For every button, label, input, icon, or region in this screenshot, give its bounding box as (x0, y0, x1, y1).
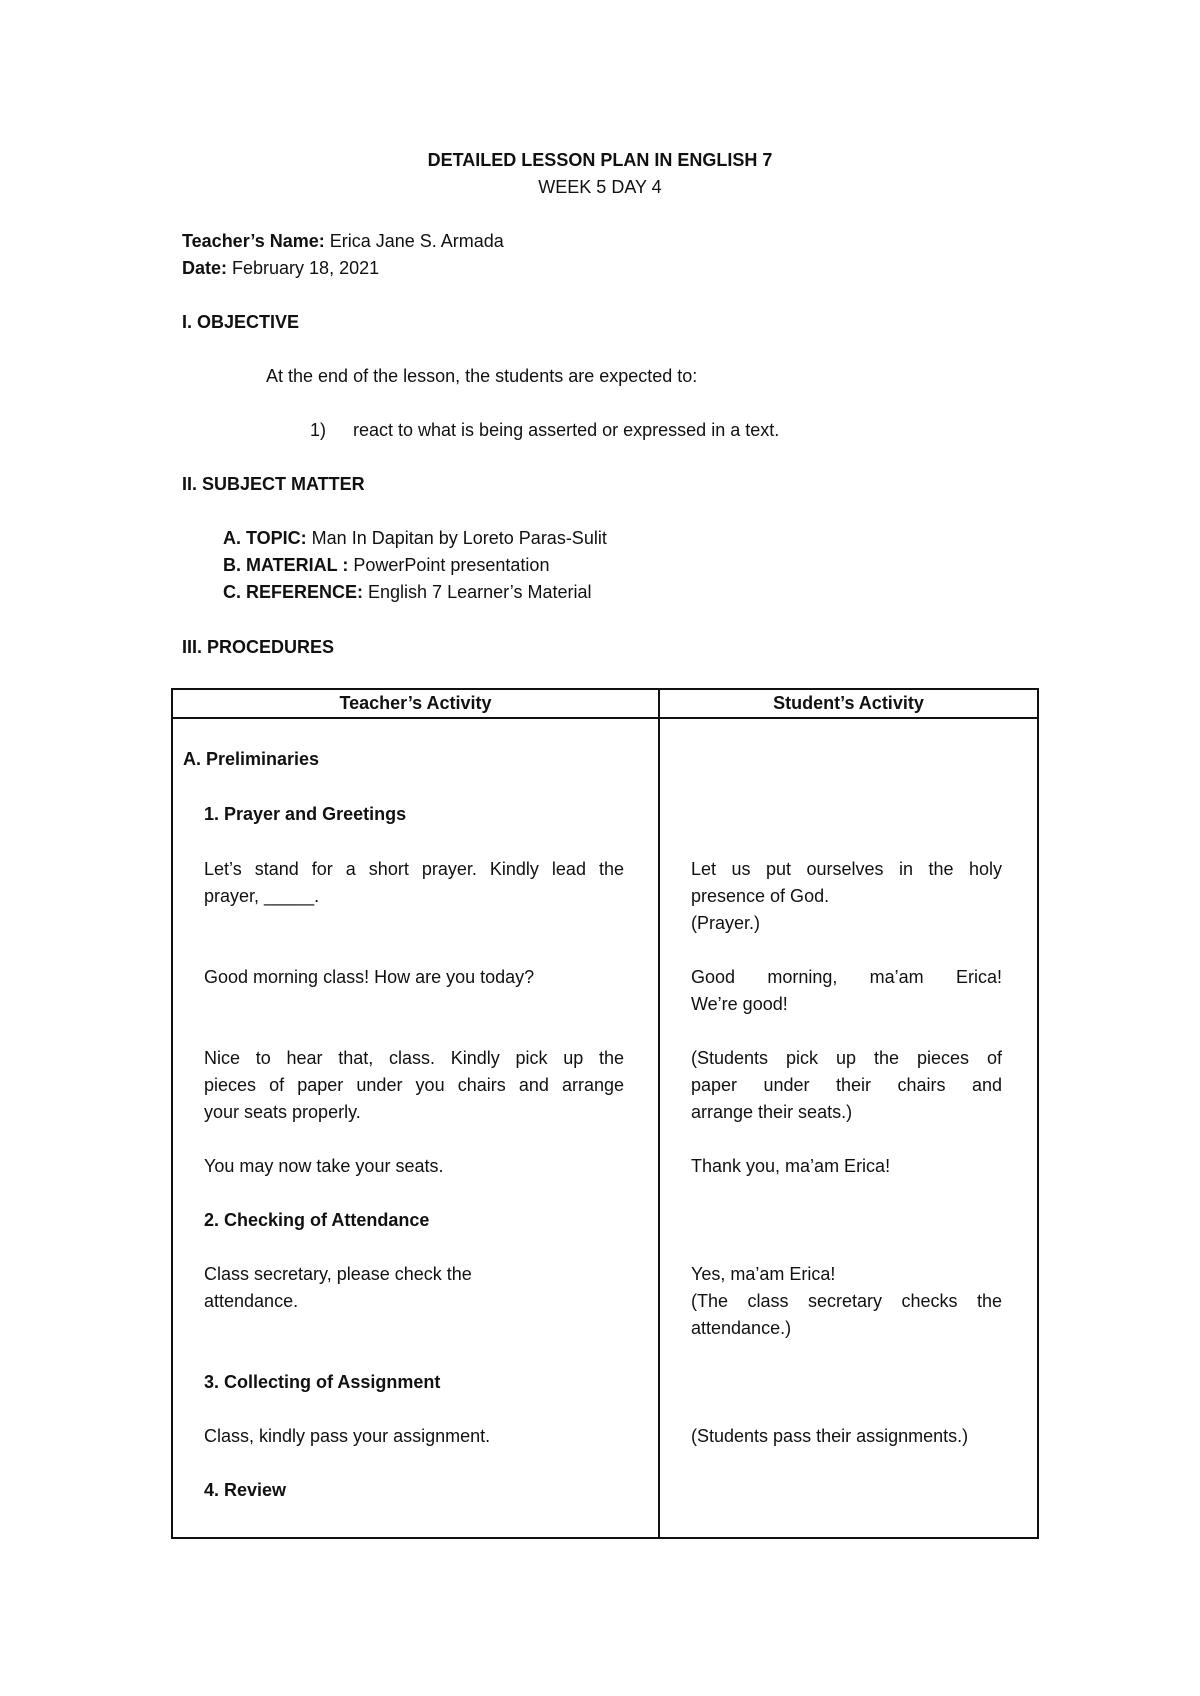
teacher-name-value: Erica Jane S. Armada (324, 231, 504, 251)
student-assignment: (Students pass their assignments.) (691, 1426, 969, 1446)
objective-item-text: react to what is being asserted or expressed in a text. (353, 420, 780, 440)
objective-heading: I. OBJECTIVE (182, 312, 300, 332)
material-line (223, 555, 549, 576)
document-subtitle: WEEK 5 DAY 4 (538, 177, 662, 197)
student-prayer-line-2: presence of God. (691, 886, 830, 906)
date-line (182, 258, 379, 279)
student-prayer-line-3: (Prayer.) (691, 913, 761, 933)
teacher-nice-line-1: Nice to hear that, class. Kindly pick up the (204, 1048, 624, 1068)
student-pick-line-1: (Students pick up the pieces of (691, 1048, 1002, 1068)
prayer-greetings-heading: 1. Prayer and Greetings (204, 804, 407, 824)
topic-line (223, 528, 607, 549)
subject-matter-heading: II. SUBJECT MATTER (182, 474, 365, 494)
teacher-nice-line-2: pieces of paper under you chairs and arrange (204, 1075, 624, 1095)
material-label: B. MATERIAL : (223, 555, 349, 575)
teacher-name-label: Teacher’s Name: (182, 231, 325, 251)
student-greeting-line-2: We’re good! (691, 994, 788, 1014)
teacher-activity-header: Teacher’s Activity (172, 689, 659, 718)
procedures-heading: III. PROCEDURES (182, 637, 335, 657)
assignment-heading: 3. Collecting of Assignment (204, 1372, 441, 1392)
student-attendance-line-1: Yes, ma’am Erica! (691, 1264, 836, 1284)
reference-label: C. REFERENCE: (223, 582, 364, 602)
teacher-prayer-line-2: prayer, _____. (204, 886, 320, 906)
document-title: DETAILED LESSON PLAN IN ENGLISH 7 (427, 150, 773, 170)
student-pick-line-3: arrange their seats.) (691, 1102, 853, 1122)
topic-label: A. TOPIC: (223, 528, 307, 548)
student-attendance-line-2: (The class secretary checks the (691, 1291, 1002, 1311)
teacher-name-line (182, 231, 504, 252)
date-value: February 18, 2021 (227, 258, 380, 278)
student-activity-header: Student’s Activity (659, 689, 1038, 718)
student-prayer-line-1: Let us put ourselves in the holy (691, 859, 1002, 879)
teacher-prayer-line-1: Let’s stand for a short prayer. Kindly lead the (204, 859, 624, 879)
review-heading: 4. Review (204, 1480, 287, 1500)
student-pick-line-2: paper under their chairs and (691, 1075, 1002, 1095)
reference-value: English 7 Learner’s Material (363, 582, 592, 602)
procedures-table-body (172, 718, 1038, 1538)
teacher-seats: You may now take your seats. (204, 1156, 444, 1176)
date-label: Date: (182, 258, 228, 278)
preliminaries-heading: A. Preliminaries (183, 749, 320, 769)
teacher-nice-line-3: your seats properly. (204, 1102, 361, 1122)
student-thanks: Thank you, ma’am Erica! (691, 1156, 891, 1176)
teacher-greeting: Good morning class! How are you today? (204, 967, 535, 987)
objective-item-number: 1) (310, 420, 327, 440)
procedures-table (171, 688, 1039, 1539)
teacher-attendance-line-2: attendance. (204, 1291, 299, 1311)
student-attendance-line-3: attendance.) (691, 1318, 792, 1338)
procedures-table-header (172, 689, 1038, 718)
student-activity-cell (659, 718, 1038, 1538)
student-greeting-line-1: Good morning, ma’am Erica! (691, 967, 1002, 987)
teacher-attendance-line-1: Class secretary, please check the (204, 1264, 472, 1284)
attendance-heading: 2. Checking of Attendance (204, 1210, 430, 1230)
objective-intro: At the end of the lesson, the students are expected to: (266, 366, 698, 386)
reference-line (223, 582, 591, 603)
teacher-assignment: Class, kindly pass your assignment. (204, 1426, 491, 1446)
topic-value: Man In Dapitan by Loreto Paras-Sulit (306, 528, 607, 548)
teacher-activity-cell (172, 718, 659, 1538)
material-value: PowerPoint presentation (348, 555, 550, 575)
